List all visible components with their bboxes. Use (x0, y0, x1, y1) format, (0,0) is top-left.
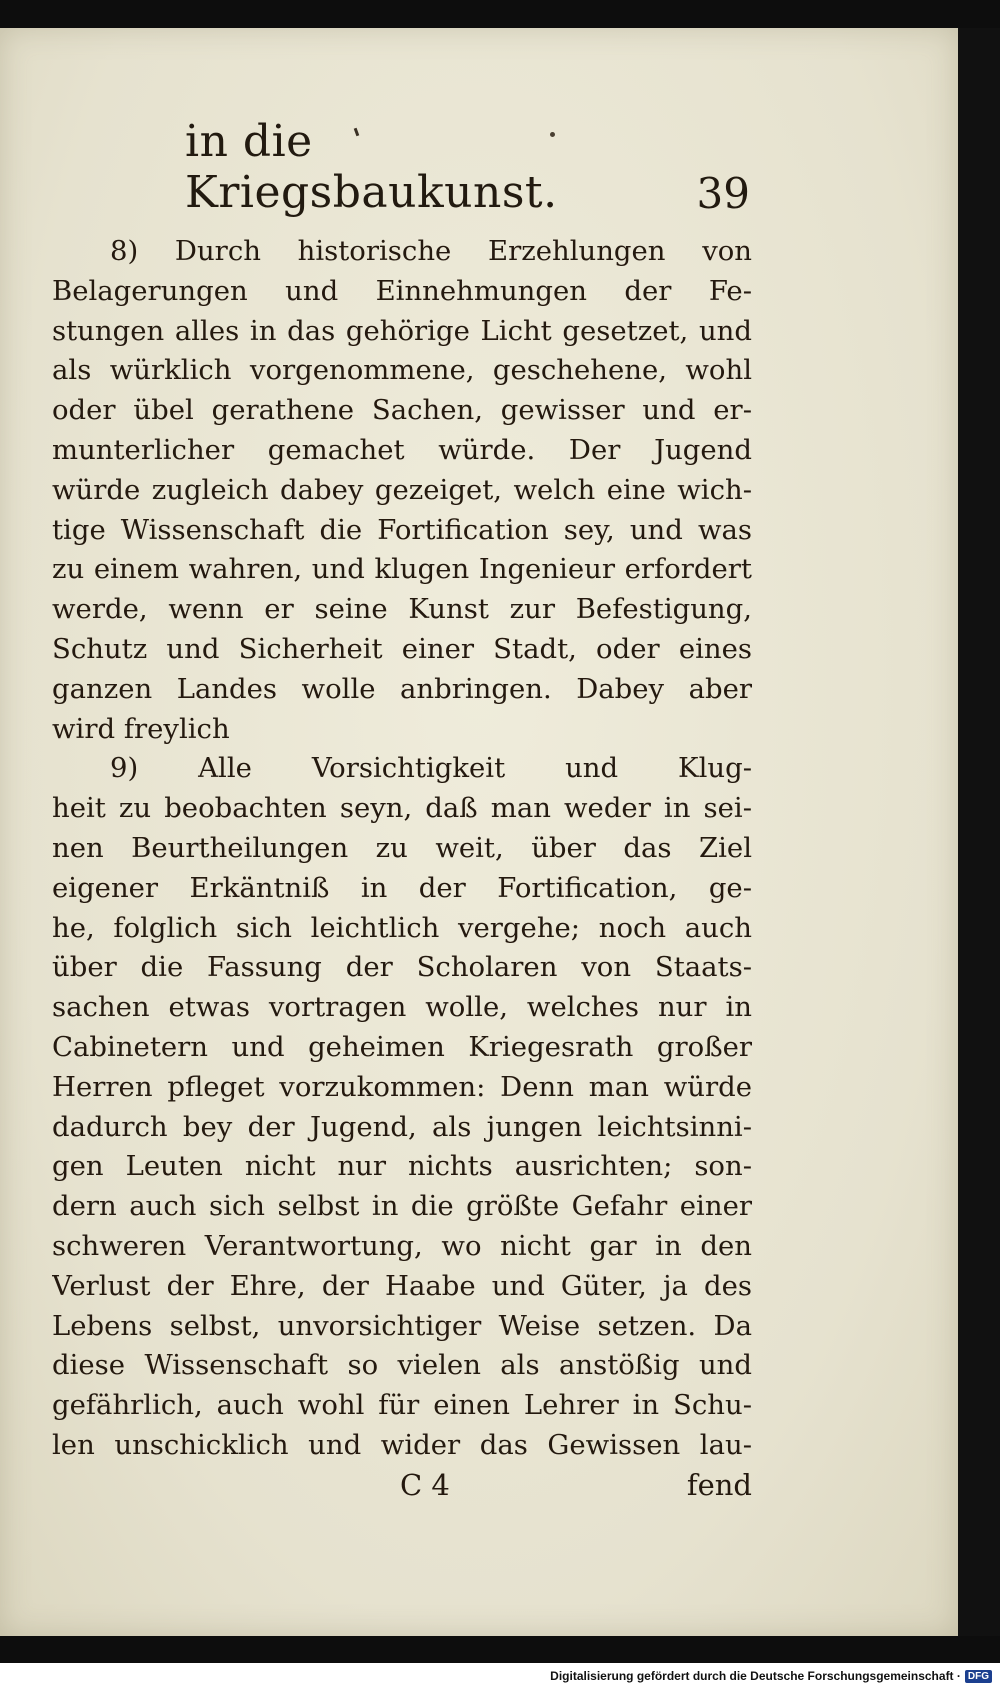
text-line: Belagerungen und Einnehmungen der Fe- (52, 274, 752, 307)
page-footer (52, 1468, 752, 1512)
text-line: wird freylich (52, 712, 230, 745)
text-line: Schutz und Sicherheit einer Stadt, oder eines (52, 632, 752, 665)
text-line: dadurch bey der Jugend, als jungen leichtsinni- (52, 1110, 752, 1143)
text-line: 9) Alle Vorsichtigkeit und Klug- (110, 752, 752, 785)
running-head: in die Kriegsbaukunst. (185, 116, 558, 218)
text-line: oder übel gerathene Sachen, gewisser und er- (52, 394, 752, 427)
body-text (52, 232, 752, 1466)
text-line: gefährlich, auch wohl für einen Lehrer in Schu- (52, 1389, 752, 1422)
text-line: als würklich vorgenommene, geschehene, wohl (52, 354, 752, 387)
text-line: munterlicher gemachet würde. Der Jugend (52, 433, 752, 466)
page-header (185, 116, 750, 218)
text-line: heit zu beobachten seyn, daß man weder in sei- (52, 792, 752, 825)
text-line: Verlust der Ehre, der Haabe und Güter, ja des (52, 1269, 752, 1302)
text-line: Lebens selbst, unvorsichtiger Weise setzen. Da (52, 1309, 752, 1342)
text-line: len unschicklich und wider das Gewissen lau- (52, 1428, 752, 1461)
catchword: fend (686, 1468, 752, 1502)
text-line: gen Leuten nicht nur nichts ausrichten; son- (52, 1150, 752, 1183)
text-line: nen Beurtheilungen zu weit, über das Ziel (52, 831, 752, 864)
text-line: diese Wissenschaft so vielen als anstößig und (52, 1349, 752, 1382)
funding-credit: Digitalisierung gefördert durch die Deutsche Forschungsgemeinschaft · (550, 1669, 961, 1683)
text-line: würde zugleich dabey gezeiget, welch eine wich- (52, 473, 752, 506)
text-line: Cabinetern und geheimen Kriegesrath großer (52, 1030, 752, 1063)
credit-bar (0, 1663, 1000, 1689)
text-line: tige Wissenschaft die Fortification sey, und was (52, 513, 752, 546)
text-line: über die Fassung der Scholaren von Staats- (52, 951, 752, 984)
text-line: schweren Verantwortung, wo nicht gar in den (52, 1229, 752, 1262)
text-line: stungen alles in das gehörige Licht gesetzet, und (52, 314, 752, 347)
page-number: 39 (696, 169, 750, 218)
text-line: dern auch sich selbst in die größte Gefahr einer (52, 1190, 752, 1223)
text-line: ganzen Landes wolle anbringen. Dabey aber (52, 672, 752, 705)
text-line: he, folglich sich leichtlich vergehe; noch auch (52, 911, 752, 944)
text-line: Herren pfleget vorzukommen: Denn man würde (52, 1070, 752, 1103)
text-line: sachen etwas vortragen wolle, welches nur in (52, 991, 752, 1024)
dfg-logo-icon: DFG (965, 1670, 992, 1683)
signature-mark: C 4 (400, 1468, 450, 1502)
scan-edge (958, 28, 1000, 1636)
text-line: werde, wenn er seine Kunst zur Befestigung, (52, 593, 752, 626)
text-line: eigener Erkäntniß in der Fortification, ge- (52, 871, 752, 904)
text-line: zu einem wahren, und klugen Ingenieur erfordert (52, 553, 752, 586)
text-line: 8) Durch historische Erzehlungen von (110, 235, 752, 267)
